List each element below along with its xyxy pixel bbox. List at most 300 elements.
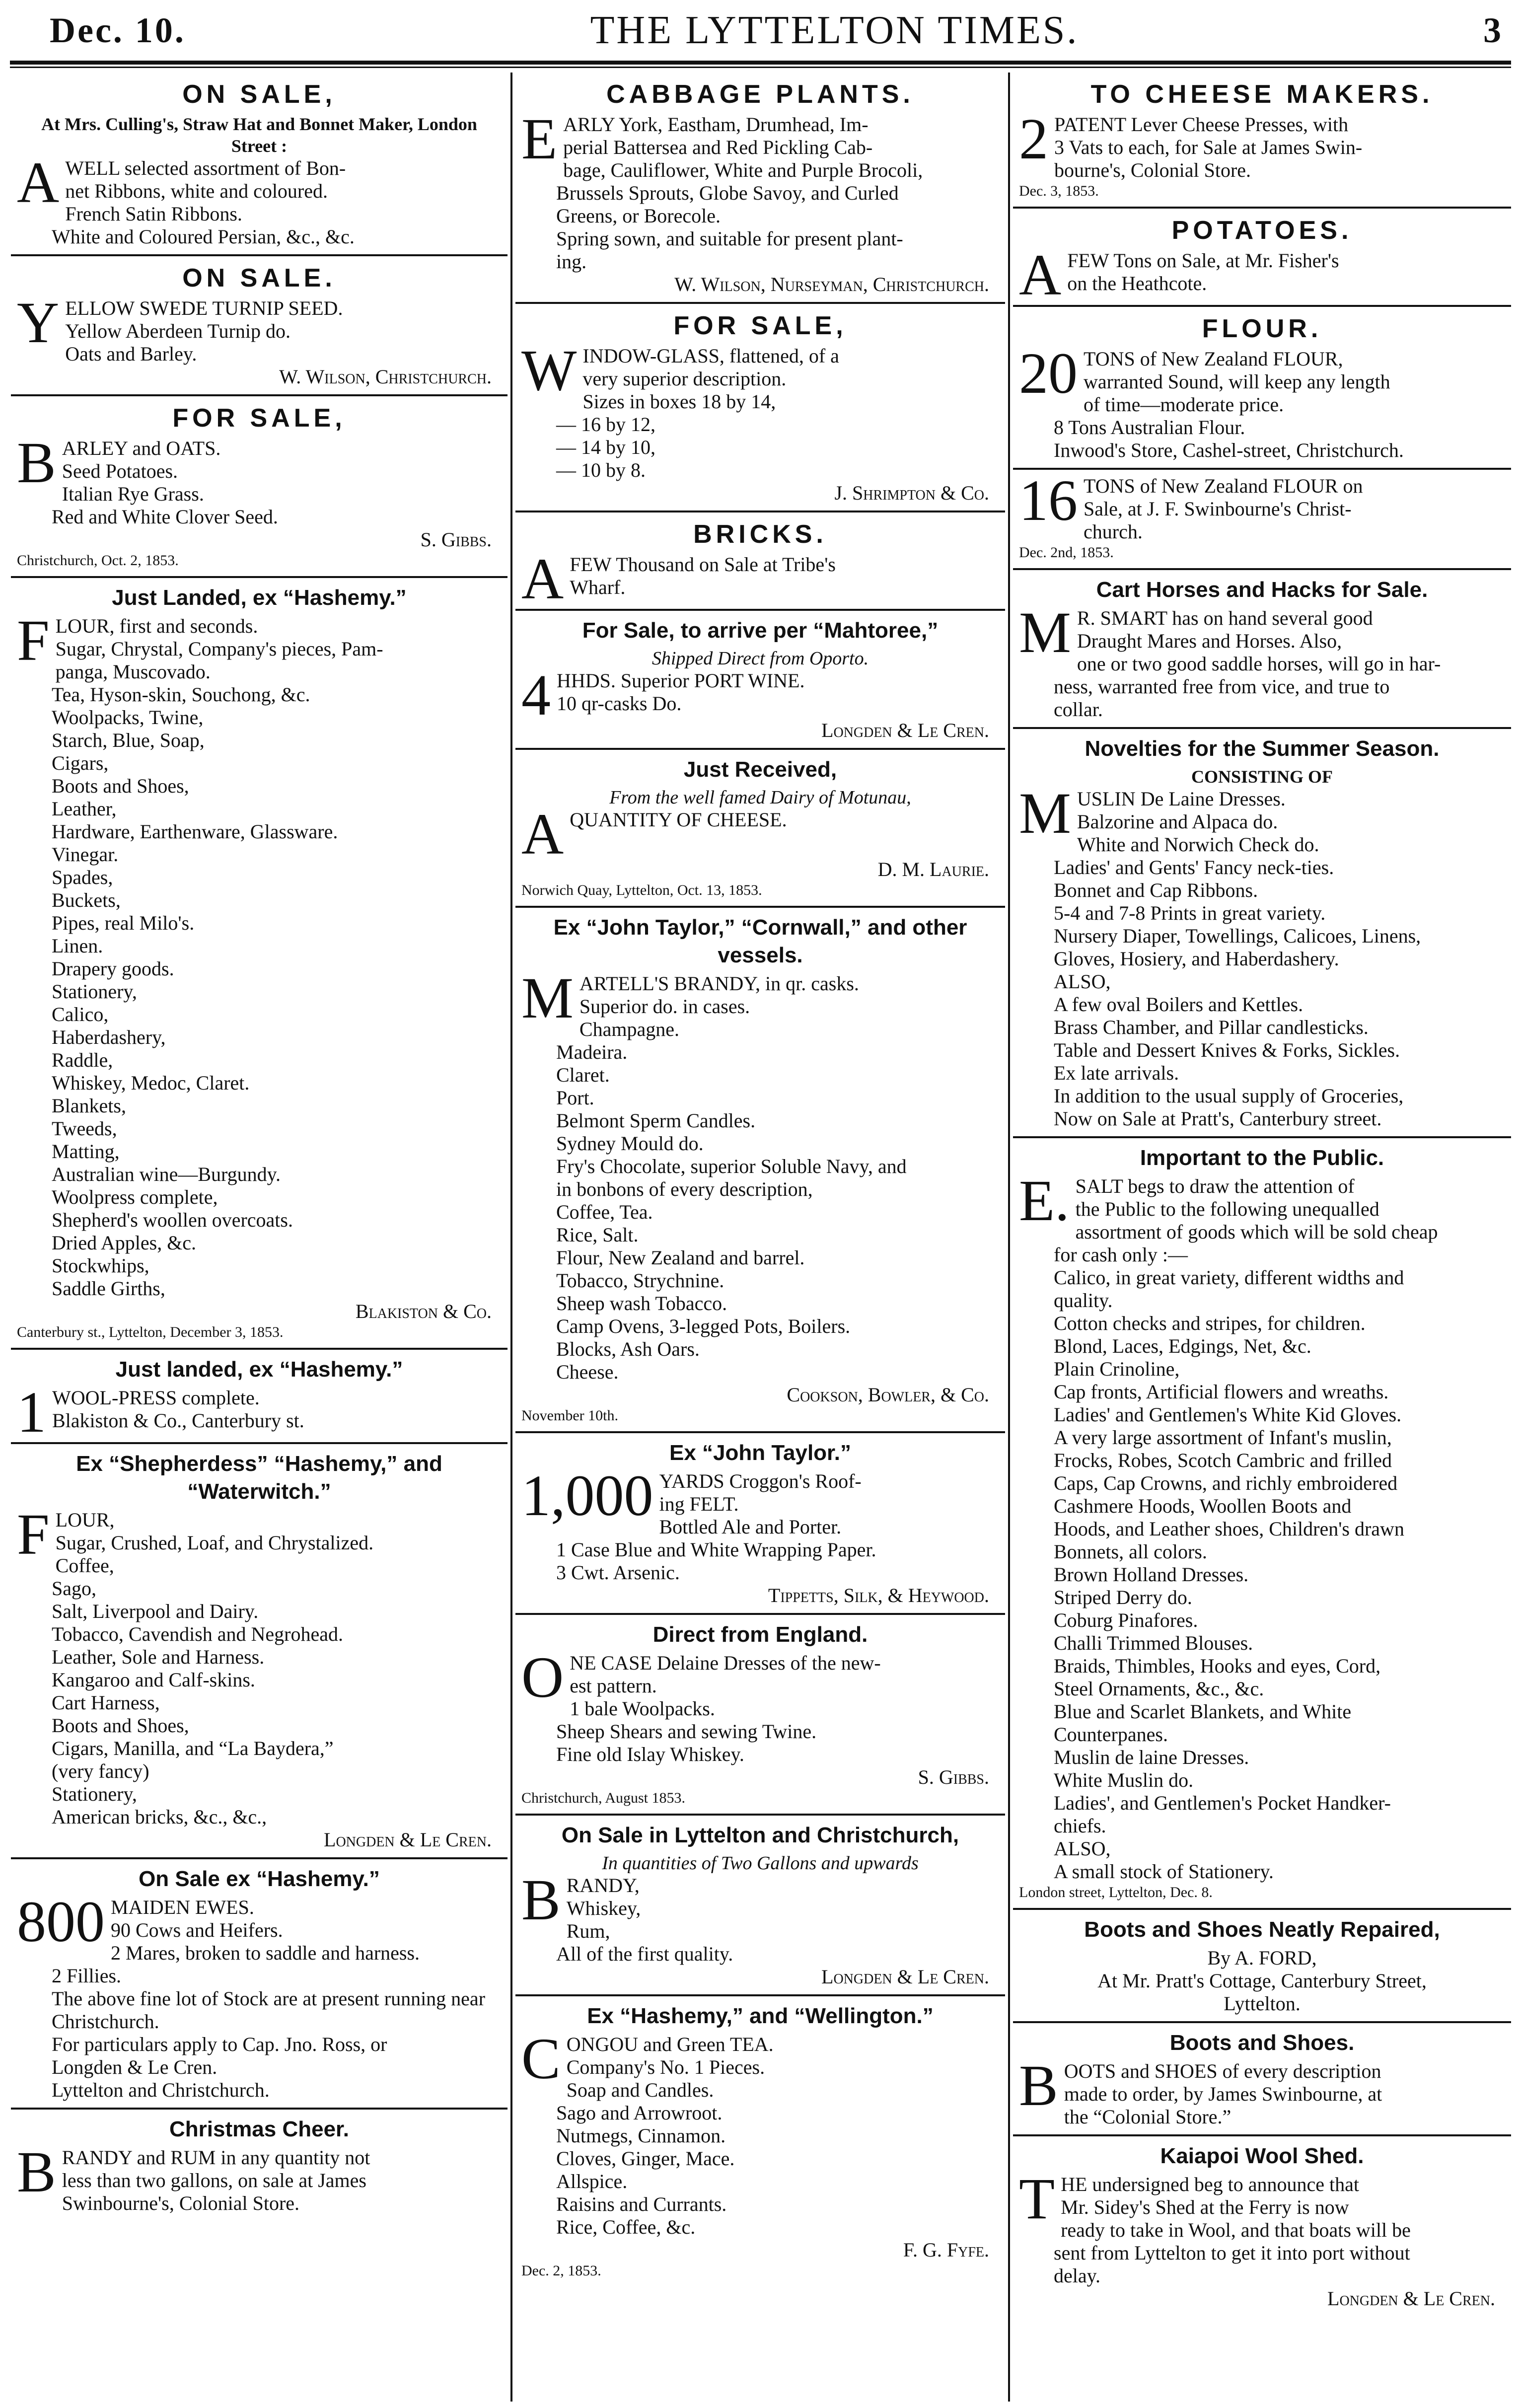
ad-first-line: SALT begs to draw the attention of [1075, 1175, 1355, 1197]
ad-line: Blocks, Ash Oars. [556, 1338, 700, 1360]
ad-line: Yellow Aberdeen Turnip do. [65, 320, 290, 342]
ad-line: In addition to the usual supply of Groceries, [1054, 1085, 1404, 1107]
advertisement [515, 304, 1005, 512]
ad-line: Lyttelton. [1224, 1992, 1301, 2015]
ad-line: ing FELT. [659, 1493, 739, 1515]
ad-line: At Mr. Pratt's Cottage, Canterbury Street, [1097, 1970, 1427, 1992]
ad-line: Woolpacks, Twine, [52, 706, 204, 729]
ad-line: assortment of goods which will be sold cheap [1075, 1221, 1438, 1243]
ad-line: collar. [1054, 698, 1103, 721]
ad-line: Sheep Shears and sewing Twine. [556, 1720, 817, 1743]
ad-line: net Ribbons, white and coloured. [65, 180, 328, 202]
ad-line: Vinegar. [52, 843, 119, 866]
advertisement [11, 1350, 507, 1444]
ad-heading: Important to the Public. [1140, 1146, 1384, 1170]
ad-first-line: ARLY York, Eastham, Drumhead, Im- [563, 113, 869, 136]
ad-first-line: WELL selected assortment of Bon- [65, 157, 346, 179]
advertisement [1013, 570, 1511, 729]
ad-line: Cloves, Ginger, Mace. [556, 2147, 735, 2170]
ad-line: in bonbons of every description, [556, 1178, 813, 1200]
ad-line: ALSO, [1054, 1837, 1111, 1860]
ad-line: Hardware, Earthenware, Glassware. [52, 820, 338, 843]
advertisement [11, 73, 507, 256]
drop-cap: M [1019, 600, 1071, 665]
ad-first-line: FEW Tons on Sale, at Mr. Fisher's [1067, 249, 1339, 272]
ad-line: est pattern. [570, 1675, 657, 1697]
newspaper-title: THE LYTTELTON TIMES. [590, 8, 1079, 52]
ad-line: — 14 by 10, [556, 436, 655, 458]
ad-line: 90 Cows and Heifers. [111, 1919, 283, 1941]
ad-line: ing. [556, 250, 587, 273]
ad-first-line: QUANTITY OF CHEESE. [570, 808, 787, 831]
advertisement [1013, 73, 1511, 209]
ad-heading: Direct from England. [652, 1622, 868, 1647]
advertisement [515, 611, 1005, 750]
ad-line: Pipes, real Milo's. [52, 912, 195, 934]
advertisement [515, 512, 1005, 611]
ad-line: Soap and Candles. [566, 2079, 714, 2101]
ad-line: Haberdashery, [52, 1026, 166, 1048]
masthead-rule [10, 61, 1511, 65]
ad-line: Cigars, Manilla, and “La Baydera,” [52, 1737, 334, 1759]
ad-line: 5-4 and 7-8 Prints in great variety. [1054, 902, 1326, 924]
ad-line: ready to take in Wool, and that boats will be [1061, 2219, 1411, 2241]
ad-heading: Christmas Cheer. [169, 2117, 349, 2141]
ad-line: Mr. Sidey's Shed at the Ferry is now [1061, 2196, 1349, 2218]
ad-subheading: CONSISTING OF [1191, 767, 1333, 787]
column-1 [11, 73, 507, 2402]
page-number: 3 [1483, 10, 1501, 50]
ad-first-line: NE CASE Delaine Dresses of the new- [570, 1652, 881, 1674]
ad-first-line: WOOL-PRESS complete. [52, 1386, 260, 1409]
drop-cap: C [521, 2026, 561, 2091]
ad-line: Cart Harness, [52, 1691, 160, 1714]
ad-heading: Cart Horses and Hacks for Sale. [1096, 578, 1428, 602]
ad-line: Spades, [52, 866, 113, 888]
ad-line: Italian Rye Grass. [62, 483, 204, 505]
ad-line: bourne's, Colonial Store. [1054, 159, 1251, 181]
advertisement [1013, 470, 1511, 570]
ad-line: Striped Derry do. [1054, 1586, 1192, 1608]
ad-line: on the Heathcote. [1067, 272, 1207, 294]
ad-line: 8 Tons Australian Flour. [1054, 416, 1245, 438]
ad-line: Tobacco, Cavendish and Negrohead. [52, 1623, 343, 1645]
ad-dateline: November 10th. [521, 1407, 618, 1424]
ad-heading: TO CHEESE MAKERS. [1090, 80, 1434, 109]
ad-line: Raddle, [52, 1049, 113, 1071]
ad-dateline: London street, Lyttelton, Dec. 8. [1019, 1884, 1213, 1900]
ad-line: Linen. [52, 935, 103, 957]
ad-heading: For Sale, to arrive per “Mahtoree,” [582, 618, 939, 643]
advertisement [1013, 209, 1511, 307]
drop-cap: 4 [521, 662, 551, 728]
advertisement [515, 1816, 1005, 1996]
ad-line: Port. [556, 1087, 594, 1109]
ad-line: Rice, Salt. [556, 1224, 639, 1246]
ad-line: Caps, Cap Crowns, and richly embroidered [1054, 1472, 1398, 1494]
ad-line: Camp Ovens, 3-legged Pots, Boilers. [556, 1315, 851, 1337]
advertisement [1013, 2023, 1511, 2136]
ad-line: Oats and Barley. [65, 343, 197, 365]
ad-signature: Tippetts, Silk, & Heywood. [768, 1584, 989, 1606]
ad-line: Red and White Clover Seed. [52, 506, 278, 528]
ad-heading: Boots and Shoes Neatly Repaired, [1084, 1917, 1440, 1942]
column-divider [510, 73, 512, 2402]
ad-first-line: LOUR, first and seconds. [55, 615, 258, 637]
ad-line: Madeira. [556, 1041, 628, 1063]
ad-line: of time—moderate price. [1084, 393, 1284, 416]
column-3 [1013, 73, 1511, 2402]
ad-line: Blue and Scarlet Blankets, and White [1054, 1700, 1352, 1723]
ad-line: Swinbourne's, Colonial Store. [62, 2192, 300, 2214]
ad-signature: S. Gibbs. [420, 528, 492, 551]
ad-line: Leather, [52, 798, 117, 820]
issue-date: Dec. 10. [50, 10, 186, 50]
advertisement [1013, 1910, 1511, 2023]
advertisement [11, 256, 507, 396]
ad-line: — 10 by 8. [556, 459, 646, 481]
advertisement [515, 73, 1005, 304]
drop-cap: A [521, 802, 564, 867]
drop-cap: M [1019, 781, 1071, 846]
column-divider [1008, 73, 1010, 2402]
ad-line: Nursery Diaper, Towellings, Calicoes, Linens, [1054, 925, 1421, 947]
ad-line: bage, Cauliflower, White and Purple Brocoli, [563, 159, 923, 181]
ad-heading: Just Received, [683, 757, 837, 782]
ad-first-line: PATENT Lever Cheese Presses, with [1054, 113, 1349, 136]
ad-first-line: HE undersigned beg to announce that [1061, 2173, 1360, 2195]
ad-line: warranted Sound, will keep any length [1084, 370, 1390, 393]
ad-signature: Longden & Le Cren. [821, 719, 989, 741]
ad-line: Ladies', and Gentlemen's Pocket Handker- [1054, 1792, 1391, 1814]
ad-heading: Novelties for the Summer Season. [1085, 736, 1440, 761]
ad-heading: FLOUR. [1202, 314, 1322, 343]
ad-first-line: ELLOW SWEDE TURNIP SEED. [65, 297, 343, 319]
ad-line: Table and Dessert Knives & Forks, Sickles. [1054, 1039, 1400, 1061]
ad-heading: Ex “Shepherdess” “Hashemy,” and “Waterwitch.” [76, 1452, 442, 1504]
drop-cap: 800 [17, 1889, 105, 1954]
ad-line: Whiskey, [566, 1897, 641, 1919]
ad-dateline: Dec. 2nd, 1853. [1019, 544, 1114, 561]
ad-line: perial Battersea and Red Pickling Cab- [563, 136, 873, 158]
ad-line: Tweeds, [52, 1117, 117, 1140]
ad-line: Company's No. 1 Pieces. [566, 2056, 765, 2078]
ad-heading: ON SALE. [182, 264, 336, 292]
ad-line: Frocks, Robes, Scotch Cambric and frilled [1054, 1449, 1392, 1471]
ad-line: Superior do. in cases. [579, 995, 750, 1018]
ad-dateline: Canterbury st., Lyttelton, December 3, 1853. [17, 1324, 284, 1340]
advertisement [11, 1444, 507, 1859]
advertisement [1013, 729, 1511, 1138]
ad-heading: On Sale in Lyttelton and Christchurch, [561, 1823, 959, 1847]
drop-cap: Y [17, 290, 60, 355]
drop-cap: B [1019, 2053, 1058, 2118]
ad-line: Dried Apples, &c. [52, 1232, 197, 1254]
ad-line: Woolpress complete, [52, 1186, 218, 1208]
drop-cap: A [1019, 242, 1062, 307]
ad-line: Ladies' and Gentlemen's White Kid Gloves. [1054, 1403, 1402, 1426]
ad-line: French Satin Ribbons. [65, 203, 242, 225]
ad-line: A few oval Boilers and Kettles. [1054, 993, 1304, 1016]
ad-line: Claret. [556, 1064, 610, 1086]
ad-first-line: R. SMART has on hand several good [1077, 607, 1373, 629]
ad-line: Buckets, [52, 889, 121, 911]
ad-line: Longden & Le Cren. [52, 2056, 217, 2078]
column-2 [515, 73, 1005, 2402]
masthead-rule-thin [10, 67, 1511, 68]
ad-line: Cashmere Hoods, Woollen Boots and [1054, 1495, 1352, 1517]
ad-first-line: RANDY and RUM in any quantity not [62, 2146, 370, 2169]
ad-heading: BRICKS. [693, 520, 827, 549]
ad-signature: W. Wilson, Christchurch. [279, 365, 492, 388]
ad-subheading: In quantities of Two Gallons and upwards [602, 1853, 919, 1874]
ad-line: Blankets, [52, 1095, 126, 1117]
ad-line: ALSO, [1054, 970, 1111, 993]
ad-line: Coffee, [55, 1554, 114, 1577]
advertisement [11, 578, 507, 1350]
drop-cap: F [17, 608, 50, 673]
advertisement [515, 750, 1005, 908]
ad-first-line: USLIN De Laine Dresses. [1077, 788, 1286, 810]
ad-first-line: TONS of New Zealand FLOUR, [1084, 348, 1343, 370]
ad-line: Muslin de laine Dresses. [1054, 1746, 1249, 1768]
ad-line: Sydney Mould do. [556, 1132, 704, 1155]
advertisement [11, 2110, 507, 2221]
ad-line: 1 bale Woolpacks. [570, 1697, 715, 1720]
ad-line: Blond, Laces, Edgings, Net, &c. [1054, 1335, 1311, 1357]
ad-line: Rum, [566, 1920, 610, 1942]
drop-cap: B [17, 430, 56, 495]
ad-first-line: RANDY, [566, 1874, 640, 1897]
ad-first-line: TONS of New Zealand FLOUR on [1084, 475, 1363, 497]
ad-line: chiefs. [1054, 1815, 1106, 1837]
ad-first-line: FEW Thousand on Sale at Tribe's [570, 553, 836, 576]
ad-signature: W. Wilson, Nurseyman, Christchurch. [674, 273, 989, 295]
ad-line: Allspice. [556, 2170, 628, 2192]
ad-line: Cotton checks and stripes, for children. [1054, 1312, 1366, 1334]
ad-line: — 16 by 12, [556, 413, 655, 436]
ad-line: Starch, Blue, Soap, [52, 729, 205, 751]
ad-line: Fry's Chocolate, superior Soluble Navy, and [556, 1155, 907, 1177]
ad-line: Boots and Shoes, [52, 775, 189, 797]
ad-line: Sugar, Crushed, Loaf, and Chrystalized. [55, 1532, 374, 1554]
drop-cap: E. [1019, 1168, 1070, 1233]
drop-cap: B [521, 1867, 561, 1932]
drop-cap: E [521, 106, 558, 171]
ad-heading: On Sale ex “Hashemy.” [139, 1867, 380, 1891]
ad-line: Sago and Arrowroot. [556, 2102, 723, 2124]
ad-line: Matting, [52, 1140, 120, 1163]
ad-line: Cigars, [52, 752, 109, 774]
drop-cap: A [521, 546, 564, 611]
drop-cap: W [521, 338, 577, 403]
ad-line: Calico, [52, 1003, 109, 1025]
ad-heading: Kaiapoi Wool Shed. [1160, 2144, 1364, 2168]
ad-line: Cap fronts, Artificial flowers and wreaths. [1054, 1381, 1389, 1403]
ad-line: Nutmegs, Cinnamon. [556, 2124, 726, 2147]
ad-line: one or two good saddle horses, will go in har- [1077, 653, 1441, 675]
advertisement [515, 1615, 1005, 1816]
ad-line: the Public to the following unequalled [1075, 1198, 1379, 1220]
ad-line: Gloves, Hosiery, and Haberdashery. [1054, 948, 1339, 970]
ad-signature: D. M. Laurie. [877, 858, 989, 880]
ad-line: Draught Mares and Horses. Also, [1077, 630, 1342, 652]
ad-line: quality. [1054, 1289, 1113, 1312]
ad-line: Saddle Girths, [52, 1277, 165, 1300]
ad-line: Inwood's Store, Cashel-street, Christchurch. [1054, 439, 1404, 461]
drop-cap: 16 [1019, 470, 1078, 533]
ad-line: Challi Trimmed Blouses. [1054, 1632, 1253, 1654]
ad-line: Raisins and Currants. [556, 2193, 727, 2215]
ad-line: the “Colonial Store.” [1064, 2106, 1231, 2128]
ad-line: ness, warranted free from vice, and true to [1054, 675, 1390, 698]
ad-line: Brass Chamber, and Pillar candlesticks. [1054, 1016, 1369, 1038]
ad-line: 3 Cwt. Arsenic. [556, 1561, 680, 1584]
ad-first-line: OOTS and SHOES of every description [1064, 2060, 1381, 2082]
ad-line: Cheese. [556, 1361, 619, 1383]
ad-line: Flour, New Zealand and barrel. [556, 1246, 805, 1269]
ad-line: Fine old Islay Whiskey. [556, 1743, 744, 1765]
ad-heading: POTATOES. [1171, 216, 1353, 245]
ad-line: 2 Fillies. [52, 1965, 122, 1987]
ad-line: White Muslin do. [1054, 1769, 1194, 1791]
drop-cap: T [1019, 2166, 1055, 2231]
drop-cap: F [17, 1502, 50, 1567]
drop-cap: O [521, 1645, 564, 1710]
ad-line: Counterpanes. [1054, 1723, 1168, 1746]
ad-heading: Ex “John Taylor.” [669, 1441, 851, 1465]
advertisement [515, 908, 1005, 1433]
ad-line: Whiskey, Medoc, Claret. [52, 1072, 250, 1094]
ad-line: Coburg Pinafores. [1054, 1609, 1198, 1631]
ad-line: Plain Crinoline, [1054, 1358, 1180, 1380]
ad-heading: Boots and Shoes. [1169, 2031, 1355, 2055]
ad-line: Tobacco, Strychnine. [556, 1269, 724, 1292]
ad-dateline: Dec. 2, 1853. [521, 2262, 601, 2279]
ad-line: The above fine lot of Stock are at present running near Christchurch. [52, 1987, 486, 2033]
ad-first-line: HHDS. Superior PORT WINE. [557, 669, 805, 692]
ad-line: Stationery, [52, 1783, 137, 1805]
ad-line: Hoods, and Leather shoes, Children's drawn [1054, 1518, 1404, 1540]
ad-line: Spring sown, and suitable for present plant- [556, 227, 903, 250]
ad-dateline: Christchurch, Oct. 2, 1853. [17, 552, 179, 569]
ad-line: church. [1084, 520, 1143, 543]
ad-heading: CABBAGE PLANTS. [606, 80, 914, 109]
ad-line: delay. [1054, 2264, 1101, 2287]
ad-line: Salt, Liverpool and Dairy. [52, 1600, 259, 1622]
ad-line: Bonnet and Cap Ribbons. [1054, 879, 1258, 901]
ad-signature: F. G. Fyfe. [903, 2239, 989, 2261]
ad-line: 3 Vats to each, for Sale at James Swin- [1054, 136, 1363, 158]
drop-cap: A [17, 150, 60, 215]
drop-cap: 1 [17, 1380, 46, 1444]
ad-line: very superior description. [582, 367, 787, 390]
ad-line: Sizes in boxes 18 by 14, [582, 390, 776, 413]
ad-line: Leather, Sole and Harness. [52, 1646, 265, 1668]
ad-line: By A. FORD, [1207, 1947, 1317, 1969]
ad-heading: Ex “Hashemy,” and “Wellington.” [587, 2004, 934, 2028]
ad-line: Coffee, Tea. [556, 1201, 653, 1223]
ad-line: Stockwhips, [52, 1254, 149, 1277]
drop-cap: 2 [1019, 106, 1048, 171]
ad-line: Champagne. [579, 1018, 679, 1040]
ad-line: panga, Muscovado. [55, 660, 211, 683]
ad-line: sent from Lyttelton to get it into port without [1054, 2242, 1410, 2264]
ad-heading: Just landed, ex “Hashemy.” [115, 1357, 403, 1382]
ad-first-line: YARDS Croggon's Roof- [659, 1470, 862, 1492]
ad-line: Brown Holland Dresses. [1054, 1563, 1249, 1586]
ad-signature: J. Shrimpton & Co. [834, 482, 989, 504]
ad-line: Rice, Coffee, &c. [556, 2216, 696, 2238]
advertisement [11, 1859, 507, 2110]
ad-first-line: ARTELL'S BRANDY, in qr. casks. [579, 972, 859, 995]
ad-line: Calico, in great variety, different widths and [1054, 1266, 1404, 1289]
ad-line: Drapery goods. [52, 957, 174, 980]
ad-line: Lyttelton and Christchurch. [52, 2079, 270, 2101]
ad-line: Australian wine—Burgundy. [52, 1163, 281, 1185]
ad-heading: FOR SALE, [172, 404, 346, 433]
drop-cap: B [17, 2139, 56, 2204]
drop-cap: M [521, 965, 574, 1030]
ad-line: Sugar, Chrystal, Company's pieces, Pam- [55, 638, 383, 660]
ad-line: (very fancy) [52, 1760, 149, 1782]
ad-line: Boots and Shoes, [52, 1714, 189, 1737]
ad-line: 1 Case Blue and White Wrapping Paper. [556, 1538, 876, 1561]
advertisement [515, 1996, 1005, 2286]
drop-cap: 1,000 [521, 1463, 653, 1528]
ad-dateline: Norwich Quay, Lyttelton, Oct. 13, 1853. [521, 882, 762, 898]
ad-line: Greens, or Borecole. [556, 205, 721, 227]
ad-signature: Longden & Le Cren. [324, 1828, 492, 1851]
ad-line: Sago, [52, 1577, 96, 1600]
ad-line: made to order, by James Swinbourne, at [1064, 2083, 1382, 2105]
ad-line: Bottled Ale and Porter. [659, 1516, 842, 1538]
ad-first-line: ARLEY and OATS. [62, 437, 221, 459]
ad-line: Tea, Hyson-skin, Souchong, &c. [52, 683, 310, 706]
ad-line: Ladies' and Gents' Fancy neck-ties. [1054, 856, 1334, 878]
ad-signature: Longden & Le Cren. [1327, 2287, 1495, 2310]
ad-line: less than two gallons, on sale at James [62, 2169, 366, 2191]
ad-heading: Just Landed, ex “Hashemy.” [112, 585, 407, 610]
ad-line: Balzorine and Alpaca do. [1077, 810, 1278, 833]
ad-first-line: LOUR, [55, 1509, 115, 1531]
ad-line: Blakiston & Co., Canterbury st. [52, 1409, 304, 1432]
ad-line: White and Coloured Persian, &c., &c. [52, 225, 355, 248]
ad-subheading: From the well famed Dairy of Motunau, [609, 787, 911, 808]
ad-line: For particulars apply to Cap. Jno. Ross, or [52, 2033, 387, 2055]
drop-cap: 20 [1019, 341, 1078, 406]
masthead [10, 0, 1511, 61]
ad-line: for cash only :— [1054, 1243, 1188, 1266]
ad-line: American bricks, &c., &c., [52, 1806, 267, 1828]
ad-line: A small stock of Stationery. [1054, 1860, 1274, 1883]
ad-line: Belmont Sperm Candles. [556, 1109, 756, 1132]
ad-line: Sale, at J. F. Swinbourne's Christ- [1084, 498, 1352, 520]
ad-line: 2 Mares, broken to saddle and harness. [111, 1942, 420, 1964]
ad-heading: FOR SALE, [673, 311, 847, 340]
ad-line: All of the first quality. [556, 1943, 733, 1965]
ad-line: Kangaroo and Calf-skins. [52, 1669, 255, 1691]
ad-line: Steel Ornaments, &c., &c. [1054, 1678, 1264, 1700]
ad-signature: Cookson, Bowler, & Co. [787, 1384, 989, 1406]
ad-line: Now on Sale at Pratt's, Canterbury street. [1054, 1107, 1382, 1130]
ad-dateline: Christchurch, August 1853. [521, 1790, 685, 1806]
ad-first-line: ONGOU and Green TEA. [566, 2033, 774, 2055]
ad-subheading: Shipped Direct from Oporto. [652, 648, 869, 669]
advertisement [1013, 1138, 1511, 1910]
ad-heading: Ex “John Taylor,” “Cornwall,” and other vessels. [553, 915, 967, 967]
ad-subheading: At Mrs. Culling's, Straw Hat and Bonnet Maker, London Street : [41, 114, 477, 156]
